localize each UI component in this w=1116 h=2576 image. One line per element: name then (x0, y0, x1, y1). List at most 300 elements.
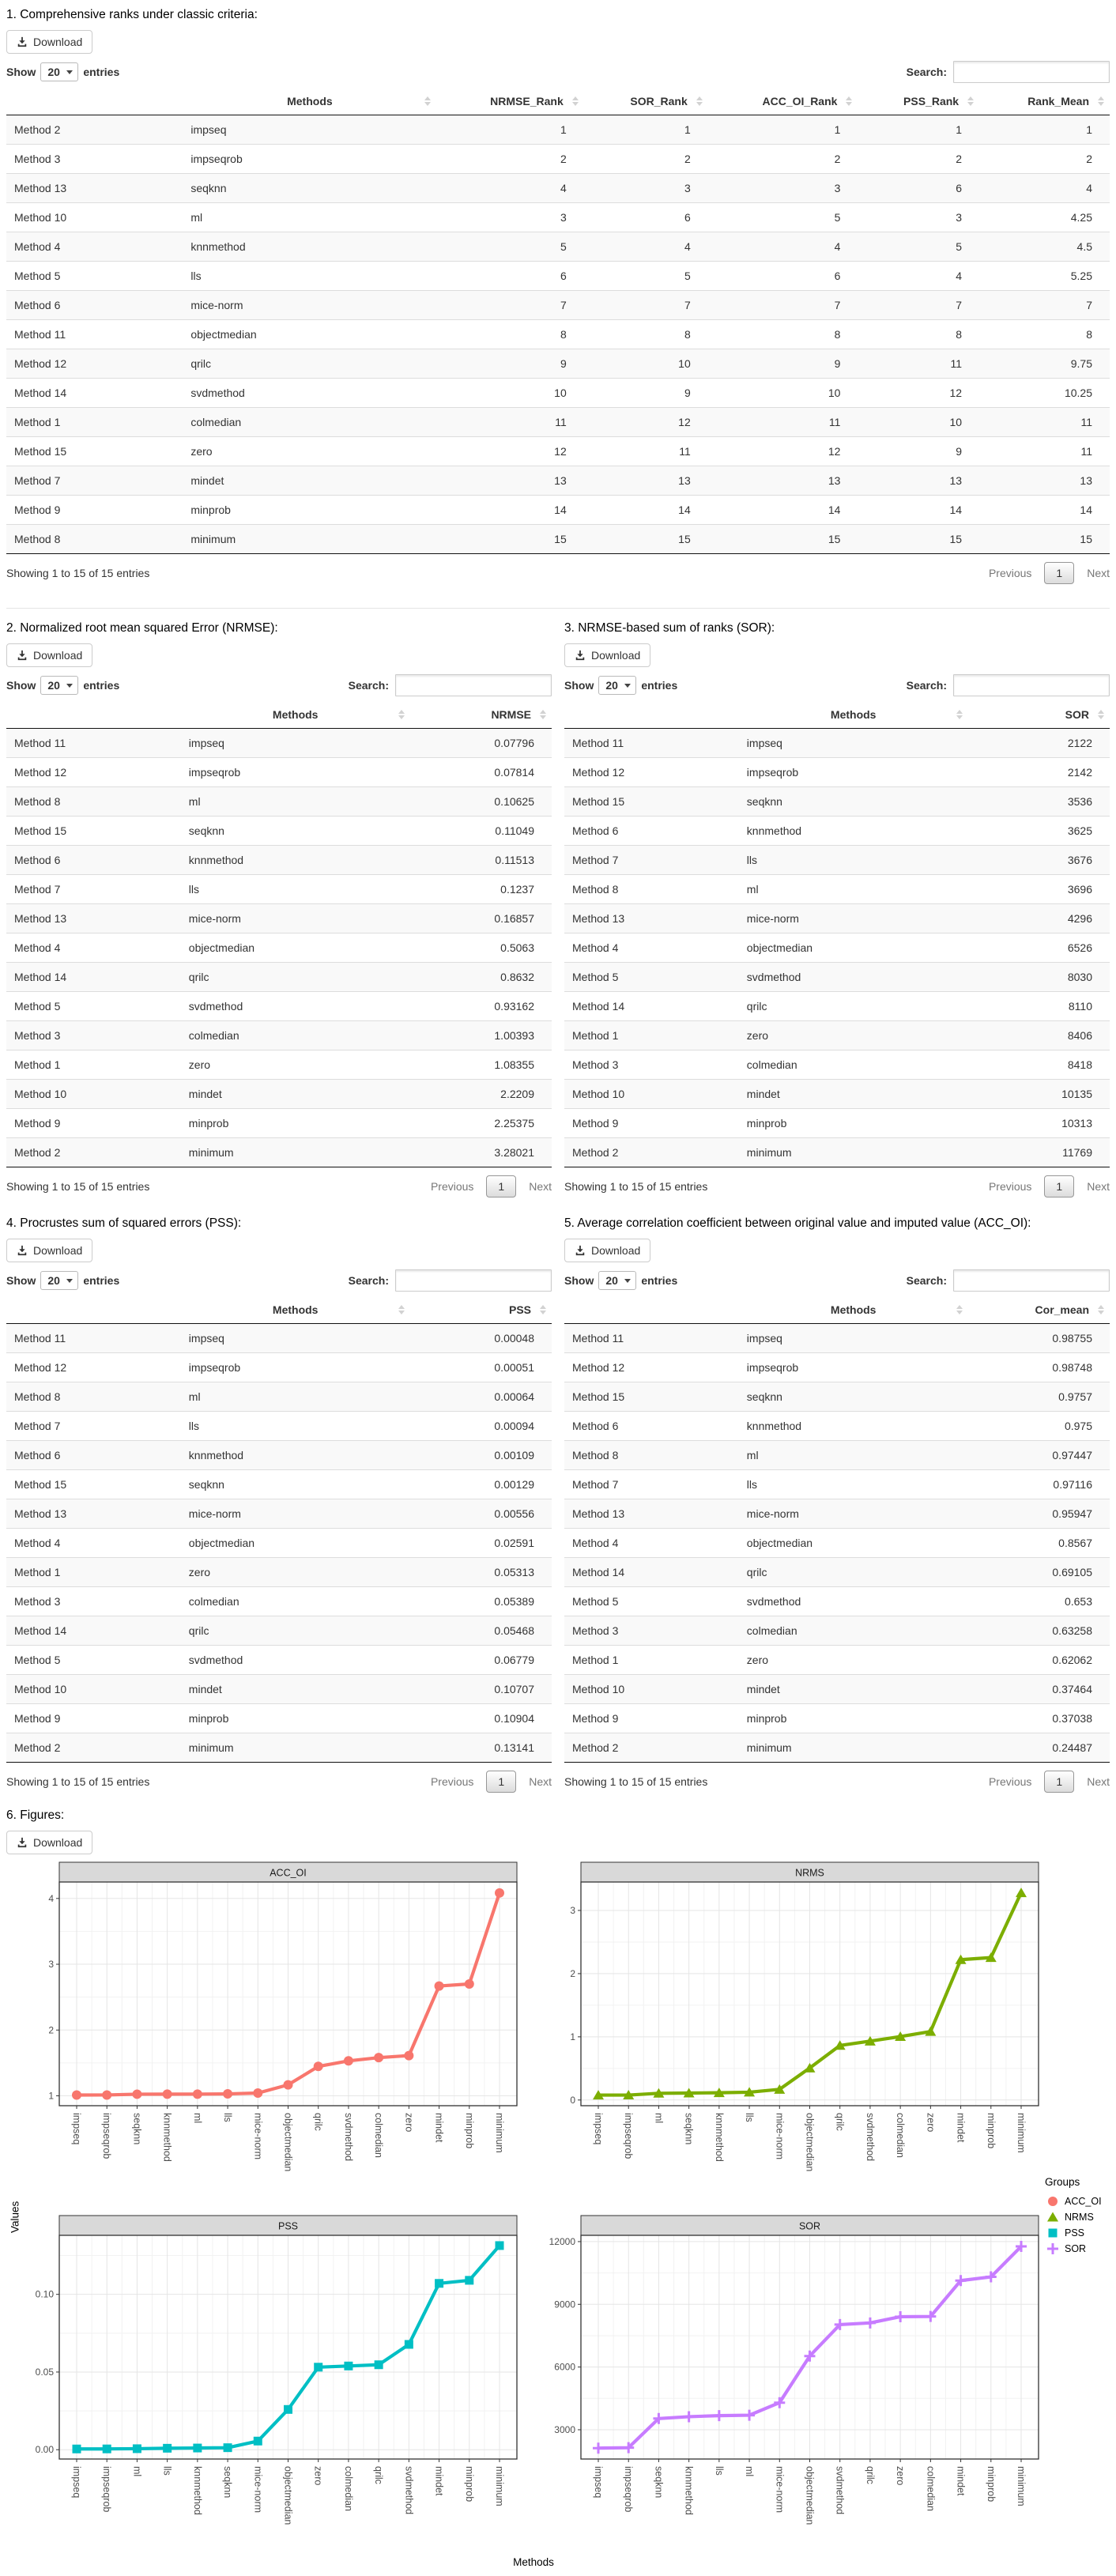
method-cell: minprob (181, 1109, 410, 1138)
table-row (6, 1616, 552, 1646)
method-cell: mice-norm (181, 1499, 410, 1529)
value-cell: 5 (436, 232, 583, 262)
column-header[interactable]: Methods (183, 88, 436, 115)
previous-page-button[interactable]: Previous (988, 567, 1032, 579)
figures-panel (6, 1861, 1110, 2573)
svg-text:impseq: impseq (71, 2113, 82, 2145)
download-button[interactable] (6, 643, 92, 667)
svg-text:impseqrob: impseqrob (101, 2466, 113, 2513)
previous-page-button[interactable]: Previous (430, 1775, 474, 1788)
value-cell: 2.2209 (410, 1080, 552, 1109)
svg-text:minprob: minprob (985, 2466, 997, 2502)
value-cell: 8 (979, 320, 1110, 349)
row-name-cell: Method 5 (564, 963, 739, 992)
table-row (564, 1080, 1110, 1109)
row-name-cell: Method 5 (6, 1646, 181, 1675)
value-cell: 0.11049 (410, 817, 552, 846)
value-cell: 5.25 (979, 262, 1110, 291)
column-header[interactable]: Methods (181, 701, 410, 729)
row-name-cell: Method 11 (14, 737, 66, 749)
pagination (989, 562, 1110, 584)
previous-page-button[interactable]: Previous (988, 1775, 1032, 1788)
value-cell: 3536 (968, 787, 1110, 817)
svg-text:impseq: impseq (593, 2113, 604, 2145)
page-length-value: 20 (47, 679, 60, 692)
table-row (6, 1733, 552, 1763)
table-row (564, 1050, 1110, 1080)
entries-label: entries (83, 1274, 120, 1287)
value-cell: 9 (708, 349, 858, 379)
value-cell: 0.07814 (410, 758, 552, 787)
next-page-button[interactable]: Next (1087, 567, 1110, 579)
caret-down-icon (66, 70, 73, 74)
value-cell: 0.24487 (968, 1733, 1110, 1763)
page-length-control (6, 676, 119, 695)
section-4-title: 4. Procrustes sum of squared errors (PSS): (6, 1216, 242, 1230)
row-name-cell: Method 14 (564, 992, 739, 1021)
pagination (431, 1175, 552, 1197)
row-name-cell: Method 8 (6, 1382, 181, 1412)
value-cell: 0.05468 (410, 1616, 552, 1646)
method-cell: colmedian (183, 408, 436, 437)
method-cell: knnmethod (181, 846, 410, 875)
table-row (6, 496, 1110, 525)
value-cell: 0.00094 (410, 1412, 552, 1441)
cor-mean-table (564, 1296, 1110, 1763)
search-control (349, 1269, 552, 1292)
method-cell: svdmethod (183, 379, 436, 408)
svg-text:minprob: minprob (463, 2466, 475, 2502)
chart-svg-NRMS (545, 1861, 1043, 2201)
svg-text:svdmethod: svdmethod (834, 2466, 846, 2515)
row-name-cell: Method 9 (6, 1109, 181, 1138)
download-button[interactable] (564, 1239, 650, 1262)
svg-text:zero: zero (403, 2113, 415, 2133)
column-header[interactable]: SOR (968, 701, 1110, 729)
table-row (6, 1324, 552, 1353)
row-name-cell: Method 14 (6, 963, 181, 992)
value-cell: 4 (858, 262, 979, 291)
column-header[interactable]: Methods (739, 1296, 968, 1324)
svg-text:SOR: SOR (798, 2220, 821, 2232)
method-cell: impseq (188, 737, 224, 749)
value-cell: 14 (436, 496, 583, 525)
svg-text:qrilc: qrilc (834, 2113, 846, 2131)
value-cell: 8 (436, 320, 583, 349)
table-row (564, 1733, 1110, 1763)
svg-text:3000: 3000 (554, 2423, 575, 2435)
previous-page-button[interactable]: Previous (430, 1180, 474, 1193)
value-cell: 6 (708, 262, 858, 291)
row-name-cell: Method 13 (564, 1499, 739, 1529)
value-cell: 10.25 (979, 379, 1110, 408)
sort-icon (1098, 96, 1104, 106)
row-name-cell: Method 12 (564, 1353, 739, 1382)
table-row (6, 115, 1110, 145)
ranks-table (6, 88, 1110, 554)
table-info: Showing 1 to 15 of 15 entries (564, 1775, 708, 1788)
value-cell: 0.37464 (968, 1675, 1110, 1704)
table-row (6, 174, 1110, 203)
method-cell: qrilc (183, 349, 436, 379)
search-input[interactable] (395, 1269, 552, 1292)
value-cell: 0.69105 (968, 1558, 1110, 1587)
svg-text:4: 4 (48, 1892, 54, 1904)
svg-text:0.00: 0.00 (35, 2444, 54, 2456)
value-cell: 0.8632 (410, 963, 552, 992)
svg-text:lls: lls (222, 2113, 234, 2122)
table-info: Showing 1 to 15 of 15 entries (6, 1180, 150, 1193)
method-cell: minimum (739, 1733, 968, 1763)
value-cell: 0.93162 (410, 992, 552, 1021)
page-length-control (564, 1271, 677, 1290)
svg-text:zero: zero (895, 2466, 907, 2486)
svg-text:zero: zero (925, 2113, 937, 2133)
row-name-cell: Method 13 (6, 174, 183, 203)
value-cell: 0.00051 (410, 1353, 552, 1382)
sort-icon (424, 96, 431, 106)
column-header[interactable]: PSS_Rank (858, 88, 979, 115)
value-cell: 10 (584, 349, 708, 379)
method-cell: svdmethod (181, 992, 410, 1021)
column-header[interactable]: NRMSE_Rank (436, 88, 583, 115)
chart-nrms (545, 1861, 1043, 2203)
pss-table-widget (6, 1239, 552, 1793)
value-cell: 0.06779 (410, 1646, 552, 1675)
value-cell: 2 (708, 145, 858, 174)
value-cell: 10313 (968, 1109, 1110, 1138)
table-row (6, 203, 1110, 232)
row-name-cell: Method 12 (6, 1353, 181, 1382)
table-info: Showing 1 to 15 of 15 entries (564, 1180, 708, 1193)
table-row (564, 1138, 1110, 1167)
search-input[interactable] (953, 61, 1110, 83)
column-header[interactable]: Methods (739, 701, 968, 729)
value-cell: 3 (708, 174, 858, 203)
row-name-cell: Method 15 (564, 787, 739, 817)
row-name-cell: Method 7 (6, 466, 183, 496)
download-button[interactable] (564, 643, 650, 667)
column-header (564, 701, 739, 729)
sort-icon (1098, 710, 1104, 719)
value-cell: 6 (436, 262, 583, 291)
row-name-cell: Method 1 (6, 1050, 181, 1080)
search-input[interactable] (953, 674, 1110, 696)
svg-text:mice-norm: mice-norm (774, 2113, 786, 2160)
sort-icon (398, 710, 405, 719)
search-input[interactable] (953, 1269, 1110, 1292)
svg-text:ml: ml (131, 2466, 143, 2477)
sort-icon (1098, 1305, 1104, 1314)
column-header (6, 1296, 181, 1324)
next-page-button[interactable]: Next (1087, 1775, 1110, 1788)
svg-text:0.05: 0.05 (35, 2366, 54, 2378)
table-row (564, 729, 1110, 758)
square-marker-icon (1045, 2226, 1061, 2240)
page-length-select[interactable] (40, 62, 78, 81)
svg-text:minimum: minimum (494, 2466, 505, 2506)
method-cell: zero (739, 1021, 968, 1050)
method-cell: minprob (183, 496, 436, 525)
value-cell: 0.97116 (968, 1470, 1110, 1499)
column-header[interactable]: NRMSE (410, 701, 552, 729)
value-cell: 0.05313 (410, 1558, 552, 1587)
method-cell: mindet (739, 1675, 968, 1704)
svg-text:12000: 12000 (549, 2235, 575, 2247)
method-cell: qrilc (739, 1558, 968, 1587)
table-row (6, 817, 552, 846)
table-row (564, 1616, 1110, 1646)
table-row (564, 1109, 1110, 1138)
value-cell: 0.9757 (968, 1382, 1110, 1412)
table-row (6, 1080, 552, 1109)
table-row (564, 758, 1110, 787)
figure-legend (1043, 1861, 1110, 2573)
download-icon (17, 1245, 28, 1256)
svg-text:minprob: minprob (985, 2113, 997, 2149)
method-cell: mindet (181, 1080, 410, 1109)
method-cell: svdmethod (181, 1646, 410, 1675)
value-cell: 11 (979, 437, 1110, 466)
legend-item-ACC_OI: ACC_OI (1045, 2194, 1110, 2208)
value-cell: 9 (584, 379, 708, 408)
value-cell: 8030 (968, 963, 1110, 992)
svg-text:seqknn: seqknn (653, 2466, 665, 2499)
method-cell: mice-norm (181, 904, 410, 933)
method-cell: seqknn (181, 1470, 410, 1499)
table-row (564, 933, 1110, 963)
svg-text:svdmethod: svdmethod (342, 2113, 354, 2162)
row-name-cell: Method 6 (564, 817, 739, 846)
table-row (6, 145, 1110, 174)
svg-text:1: 1 (570, 2031, 575, 2042)
svg-text:mice-norm: mice-norm (252, 2466, 264, 2514)
method-cell: mice-norm (739, 1499, 968, 1529)
chart-svg-SOR (545, 2214, 1043, 2554)
value-cell: 8418 (968, 1050, 1110, 1080)
value-cell: 7 (858, 291, 979, 320)
method-cell: mindet (739, 1080, 968, 1109)
value-cell: 12 (858, 379, 979, 408)
value-cell: 6 (858, 174, 979, 203)
chart-svg-ACC_OI (24, 1861, 522, 2201)
method-cell: impseqrob (739, 758, 968, 787)
table-row (6, 320, 1110, 349)
current-page-button[interactable]: 1 (486, 1771, 516, 1793)
legend-item-NRMS: NRMS (1045, 2210, 1110, 2224)
value-cell: 0.05389 (410, 1587, 552, 1616)
search-input[interactable] (395, 674, 552, 696)
table-row (6, 408, 1110, 437)
table-info: Showing 1 to 15 of 15 entries (6, 1775, 150, 1788)
row-name-cell: Method 6 (564, 1412, 739, 1441)
search-label: Search: (906, 679, 947, 692)
column-header (6, 701, 181, 729)
row-name-cell: Method 6 (6, 291, 183, 320)
value-cell: 3 (436, 203, 583, 232)
value-cell: 13 (979, 466, 1110, 496)
column-header (564, 1296, 739, 1324)
caret-down-icon (624, 1279, 631, 1283)
svg-text:mindet: mindet (955, 2113, 967, 2143)
table-row (564, 817, 1110, 846)
download-button[interactable] (6, 1831, 92, 1854)
row-name-cell: Method 5 (6, 992, 181, 1021)
value-cell: 10 (436, 379, 583, 408)
svg-text:6000: 6000 (554, 2361, 575, 2373)
svg-text:knnmethod: knnmethod (713, 2113, 725, 2162)
value-cell: 3696 (968, 875, 1110, 904)
section-3-title: 3. NRMSE-based sum of ranks (SOR): (564, 621, 775, 635)
method-cell: impseq (746, 1332, 782, 1345)
show-label: Show (6, 679, 36, 692)
method-cell: mice-norm (183, 291, 436, 320)
next-page-button[interactable]: Next (1087, 1180, 1110, 1193)
value-cell: 7 (436, 291, 583, 320)
method-cell: knnmethod (181, 1441, 410, 1470)
table-row (6, 992, 552, 1021)
svg-text:9000: 9000 (554, 2299, 575, 2310)
download-icon (575, 650, 586, 661)
method-cell: impseq (190, 123, 227, 136)
download-label: Download (591, 1244, 641, 1257)
table-row (6, 1587, 552, 1616)
value-cell: 4.5 (979, 232, 1110, 262)
svg-text:mice-norm: mice-norm (774, 2466, 786, 2514)
method-cell: zero (181, 1050, 410, 1080)
download-button[interactable] (6, 1239, 92, 1262)
column-header[interactable]: ACC_OI_Rank (708, 88, 858, 115)
method-cell: mice-norm (739, 904, 968, 933)
svg-text:impseqrob: impseqrob (101, 2113, 113, 2159)
caret-down-icon (66, 1279, 73, 1283)
sort-icon (967, 96, 974, 106)
method-cell: minimum (739, 1138, 968, 1167)
table-row (6, 1529, 552, 1558)
current-page-button[interactable]: 1 (1044, 562, 1074, 584)
download-icon (575, 1245, 586, 1256)
column-header[interactable]: Rank_Mean (979, 88, 1110, 115)
table-row (6, 437, 1110, 466)
table-row (564, 1558, 1110, 1587)
value-cell: 2122 (1067, 737, 1092, 749)
method-cell: seqknn (739, 787, 968, 817)
method-cell: impseqrob (181, 758, 410, 787)
table-row (6, 1470, 552, 1499)
row-name-cell: Method 4 (564, 1529, 739, 1558)
download-button[interactable] (6, 30, 92, 54)
value-cell: 0.975 (968, 1412, 1110, 1441)
current-page-button[interactable]: 1 (1044, 1175, 1074, 1197)
table-row (6, 466, 1110, 496)
table-row (6, 262, 1110, 291)
method-cell: objectmedian (181, 933, 410, 963)
row-name-cell: Method 7 (564, 1470, 739, 1499)
table-row (6, 1704, 552, 1733)
value-cell: 15 (858, 525, 979, 554)
value-cell: 8 (858, 320, 979, 349)
svg-text:qrilc: qrilc (312, 2113, 324, 2131)
next-page-button[interactable]: Next (529, 1180, 552, 1193)
value-cell: 13 (584, 466, 708, 496)
page-length-select[interactable] (40, 1271, 78, 1290)
value-cell: 0.00129 (410, 1470, 552, 1499)
page-length-select[interactable] (598, 1271, 636, 1290)
current-page-button[interactable]: 1 (486, 1175, 516, 1197)
method-cell: objectmedian (181, 1529, 410, 1558)
method-cell: ml (739, 1441, 968, 1470)
row-name-cell: Method 12 (564, 758, 739, 787)
page-length-select[interactable] (598, 676, 636, 695)
svg-text:impseq: impseq (71, 2466, 82, 2499)
svg-text:colmedian: colmedian (342, 2466, 354, 2511)
value-cell: 0.00048 (494, 1332, 534, 1345)
value-cell: 3 (584, 174, 708, 203)
method-cell: ml (183, 203, 436, 232)
search-label: Search: (348, 1274, 389, 1287)
previous-page-button[interactable]: Previous (988, 1180, 1032, 1193)
value-cell: 2.25375 (410, 1109, 552, 1138)
column-header[interactable]: SOR_Rank (584, 88, 708, 115)
column-header[interactable]: PSS (410, 1296, 552, 1324)
current-page-button[interactable]: 1 (1044, 1771, 1074, 1793)
legend-item-SOR: SOR (1045, 2242, 1110, 2256)
value-cell: 3676 (968, 846, 1110, 875)
page-length-select[interactable] (40, 676, 78, 695)
row-name-cell: Method 2 (564, 1138, 739, 1167)
download-icon (17, 36, 28, 47)
value-cell: 0.13141 (410, 1733, 552, 1763)
value-cell: 2 (436, 145, 583, 174)
column-header[interactable]: Cor_mean (968, 1296, 1110, 1324)
value-cell: 10 (708, 379, 858, 408)
table-row (564, 1412, 1110, 1441)
row-name-cell: Method 3 (6, 1587, 181, 1616)
svg-text:PSS: PSS (277, 2220, 299, 2232)
method-cell: knnmethod (183, 232, 436, 262)
table-row (564, 1353, 1110, 1382)
row-name-cell: Method 8 (6, 525, 183, 554)
svg-text:2: 2 (48, 2024, 54, 2036)
method-cell: zero (183, 437, 436, 466)
value-cell: 0.8567 (968, 1529, 1110, 1558)
svg-text:minimum: minimum (1016, 2113, 1027, 2153)
method-cell: zero (181, 1558, 410, 1587)
column-header (6, 88, 183, 115)
row-name-cell: Method 1 (6, 408, 183, 437)
search-label: Search: (348, 679, 389, 692)
row-name-cell: Method 2 (6, 1733, 181, 1763)
circle-marker-icon (1045, 2194, 1061, 2208)
value-cell: 12 (708, 437, 858, 466)
svg-text:minimum: minimum (1016, 2466, 1027, 2506)
method-cell: ml (739, 875, 968, 904)
value-cell: 0.95947 (968, 1499, 1110, 1529)
svg-text:mindet: mindet (433, 2113, 445, 2143)
next-page-button[interactable]: Next (529, 1775, 552, 1788)
method-cell: qrilc (739, 992, 968, 1021)
table-row (6, 525, 1110, 554)
table-row (6, 1558, 552, 1587)
method-cell: mindet (183, 466, 436, 496)
method-cell: impseq (746, 737, 782, 749)
method-cell: minimum (181, 1733, 410, 1763)
value-cell: 0.16857 (410, 904, 552, 933)
value-cell: 3625 (968, 817, 1110, 846)
svg-text:knnmethod: knnmethod (191, 2466, 203, 2515)
column-header[interactable]: Methods (181, 1296, 410, 1324)
value-cell: 6 (584, 203, 708, 232)
